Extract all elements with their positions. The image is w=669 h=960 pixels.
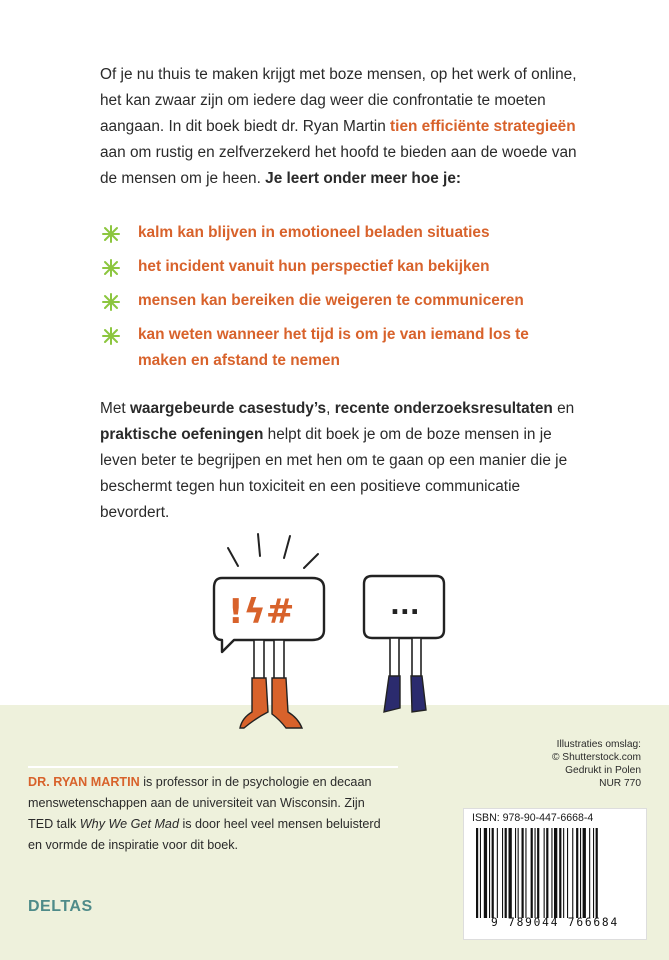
author-divider <box>28 766 398 768</box>
credit-line: NUR 770 <box>599 778 641 789</box>
list-item-text: het incident vanuit hun perspectief kan bekijken <box>138 258 490 275</box>
body-bold: recente onderzoeksresultaten <box>334 400 553 417</box>
talk-title: Why We Get Mad <box>79 817 179 831</box>
author-bio <box>28 772 393 856</box>
body-bold: waargebeurde casestudy’s <box>129 400 327 417</box>
barcode <box>463 808 647 940</box>
publisher-logo: DELTAS <box>28 898 93 915</box>
speech-bubbles-illustration <box>200 530 470 735</box>
calm-symbols: ... <box>390 591 420 621</box>
anger-lines <box>228 534 318 568</box>
intro-bold-end: Je leert onder meer hoe je: <box>265 170 462 187</box>
body-text: Met <box>100 400 130 417</box>
list-item-text: kan weten wanneer het tijd is om je van iemand los te maken en afstand te nemen <box>138 326 529 369</box>
boot-left <box>240 678 268 728</box>
body-bold: praktische oefeningen <box>100 426 264 443</box>
list-item <box>102 322 572 374</box>
intro-text-2: aan om rustig en zelfverzekerd het hoofd te bieden aan de woede van de mensen om je heen. <box>100 144 577 187</box>
body-text: , <box>326 400 335 417</box>
body-text: helpt dit boek je om de boze mensen in je leven beter te begrijpen en met hen om te gaan op een manier die je beschermt tegen hun toxiciteit en een positieve communicatie bevordert. <box>100 426 568 521</box>
credit-line: © Shutterstock.com <box>551 752 641 763</box>
star-icon <box>102 259 120 277</box>
star-icon <box>102 293 120 311</box>
barcode-bars <box>476 828 636 918</box>
credits <box>481 738 641 790</box>
list-item <box>102 288 572 314</box>
intro-highlight: tien efficiënte strategieën <box>390 118 576 135</box>
author-text: is door heel veel mensen beluisterd en vormde de inspiratie voor dit boek. <box>28 817 381 852</box>
body-paragraph <box>100 396 580 526</box>
star-icon <box>102 327 120 345</box>
calm-boot-right <box>411 676 426 712</box>
intro-text: Of je nu thuis te maken krijgt met boze mensen, op het werk of online, het kan zwaar zijn om iedere dag weer die confrontatie te moeten aangaan. In dit boek biedt dr. Ryan Martin <box>100 66 577 135</box>
body-text: en <box>552 400 575 417</box>
isbn-label: ISBN: 978-90-447-6668-4 <box>472 812 594 824</box>
calm-boot-left <box>384 676 400 712</box>
credit-line: Illustraties omslag: <box>556 739 641 750</box>
strategy-list <box>102 220 572 382</box>
star-icon <box>102 225 120 243</box>
list-item-text: kalm kan blijven in emotioneel beladen situaties <box>138 224 490 241</box>
author-name: DR. RYAN MARTIN <box>28 775 140 789</box>
credit-line: Gedrukt in Polen <box>565 765 641 776</box>
intro-paragraph <box>100 62 580 192</box>
list-item <box>102 254 572 280</box>
angry-symbols: !ϟ# <box>228 592 295 632</box>
barcode-digits: 9 789044 766684 <box>490 916 620 929</box>
boot-right <box>272 678 302 728</box>
list-item <box>102 220 572 246</box>
author-text: is professor in de psychologie en decaan menswetenschappen aan de universiteit van Wisconsin. Zijn TED talk <box>28 775 372 831</box>
list-item-text: mensen kan bereiken die weigeren te communiceren <box>138 292 524 309</box>
